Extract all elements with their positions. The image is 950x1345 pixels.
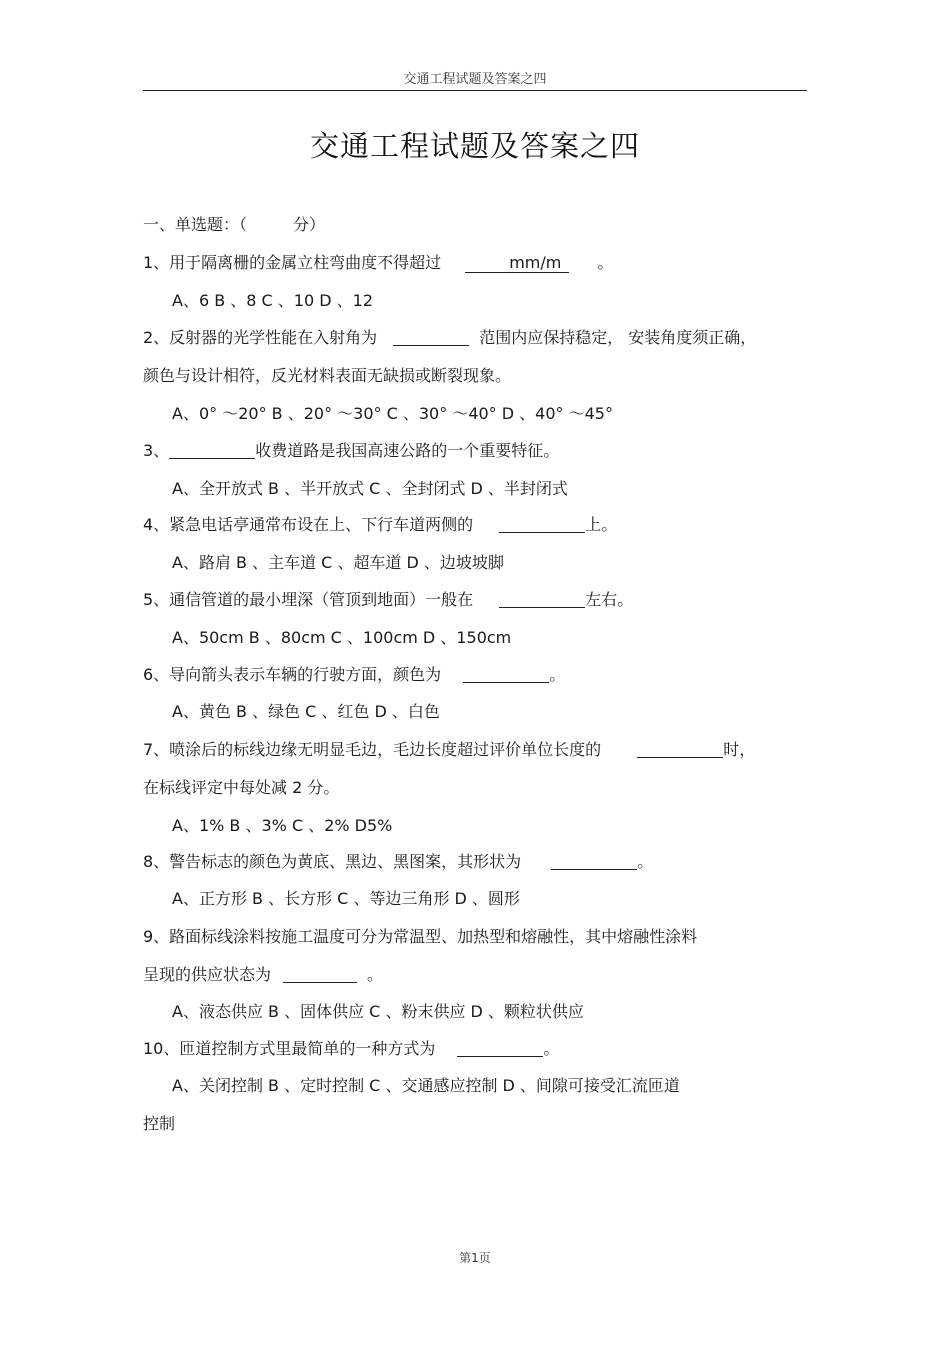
question-1 bbox=[143, 250, 613, 273]
question-stem: 8、警告标志的颜色为黄底、黑边、黑图案，其形状为 bbox=[143, 852, 522, 871]
answer-blank bbox=[457, 1040, 543, 1057]
section-heading bbox=[143, 212, 325, 235]
answer-blank bbox=[393, 329, 469, 346]
answer-blank bbox=[463, 666, 549, 683]
question-stem-end: 左右。 bbox=[585, 590, 634, 609]
page-number: 第1页 bbox=[459, 1251, 491, 1265]
question-9-options: A、液态供应 B 、固体供应 C 、粉末供应 D 、颗粒状供应 bbox=[172, 1002, 584, 1021]
answer-blank bbox=[283, 966, 357, 983]
answer-blank bbox=[637, 741, 723, 758]
question-6-options: A、黄色 B 、绿色 C 、红色 D 、白色 bbox=[172, 702, 440, 721]
question-10 bbox=[143, 1036, 559, 1059]
answer-blank bbox=[169, 442, 255, 459]
question-stem: 5、通信管道的最小埋深（管顶到地面）一般在 bbox=[143, 590, 474, 609]
question-2-cont: 颜色与设计相符，反光材料表面无缺损或断裂现象。 bbox=[143, 366, 512, 385]
question-2-options: A、0° ～20° B 、20° ～30° C 、30° ～40° D 、40° ～45° bbox=[172, 404, 613, 423]
question-1-options: A、6 B 、8 C 、10 D 、12 bbox=[172, 291, 374, 310]
question-stem: 2、反射器的光学性能在入射角为 bbox=[143, 328, 378, 347]
question-5 bbox=[143, 587, 633, 610]
question-9-cont bbox=[143, 962, 383, 985]
header-rule bbox=[143, 90, 807, 91]
section-suffix: 分） bbox=[293, 215, 326, 234]
question-stem-end: 。 bbox=[637, 852, 654, 871]
answer-blank bbox=[551, 853, 637, 870]
question-stem: 6、导向箭头表示车辆的行驶方面，颜色为 bbox=[143, 665, 442, 684]
question-2 bbox=[143, 325, 756, 348]
question-stem: 7、喷涂后的标线边缘无明显毛边，毛边长度超过评价单位长度的 bbox=[143, 740, 602, 759]
answer-blank bbox=[499, 591, 585, 608]
question-4 bbox=[143, 512, 617, 535]
question-stem: 10、匝道控制方式里最简单的一种方式为 bbox=[143, 1039, 436, 1058]
question-8 bbox=[143, 849, 653, 872]
question-10-options: A、关闭控制 B 、定时控制 C 、交通感应控制 D 、间隙可接受汇流匝道 bbox=[172, 1076, 680, 1095]
question-stem: 呈现的供应状态为 bbox=[143, 965, 272, 984]
section-label: 一、单选题：（ bbox=[143, 215, 248, 234]
question-3 bbox=[143, 438, 559, 461]
document-title: 交通工程试题及答案之四 bbox=[309, 129, 640, 163]
question-stem-end: 。 bbox=[597, 253, 614, 272]
question-8-options: A、正方形 B 、长方形 C 、等边三角形 D 、圆形 bbox=[172, 889, 520, 908]
question-stem-end: 。 bbox=[367, 965, 384, 984]
question-4-options: A、路肩 B 、主车道 C 、超车道 D 、边坡坡脚 bbox=[172, 553, 504, 572]
question-stem-end: 收费道路是我国高速公路的一个重要特征。 bbox=[255, 441, 560, 460]
question-6 bbox=[143, 662, 565, 685]
question-7 bbox=[143, 737, 755, 760]
question-stem-end: 时， bbox=[723, 740, 756, 759]
question-5-options: A、50cm B 、80cm C 、100cm D 、150cm bbox=[172, 628, 512, 647]
answer-blank bbox=[499, 516, 585, 533]
question-3-options: A、全开放式 B 、半开放式 C 、全封闭式 D 、半封闭式 bbox=[172, 479, 568, 498]
question-10-options-cont: 控制 bbox=[143, 1114, 176, 1133]
question-stem-end: 范围内应保持稳定， 安装角度须正确， bbox=[479, 328, 757, 347]
question-7-cont: 在标线评定中每处减 2 分。 bbox=[143, 778, 340, 797]
question-stem: 1、用于隔离栅的金属立柱弯曲度不得超过 bbox=[143, 253, 442, 272]
question-stem-end: 。 bbox=[543, 1039, 560, 1058]
question-9: 9、路面标线涂料按施工温度可分为常温型、加热型和熔融性，其中熔融性涂料 bbox=[143, 927, 698, 946]
question-stem-end: 。 bbox=[549, 665, 566, 684]
question-stem: 3、 bbox=[143, 441, 170, 460]
answer-blank-unit: mm/m bbox=[465, 253, 569, 273]
question-stem-end: 上。 bbox=[585, 515, 618, 534]
question-stem: 4、紧急电话亭通常布设在上、下行车道两侧的 bbox=[143, 515, 474, 534]
question-7-options: A、1% B 、3% C 、2% D5% bbox=[172, 816, 393, 835]
running-header: 交通工程试题及答案之四 bbox=[403, 72, 547, 87]
